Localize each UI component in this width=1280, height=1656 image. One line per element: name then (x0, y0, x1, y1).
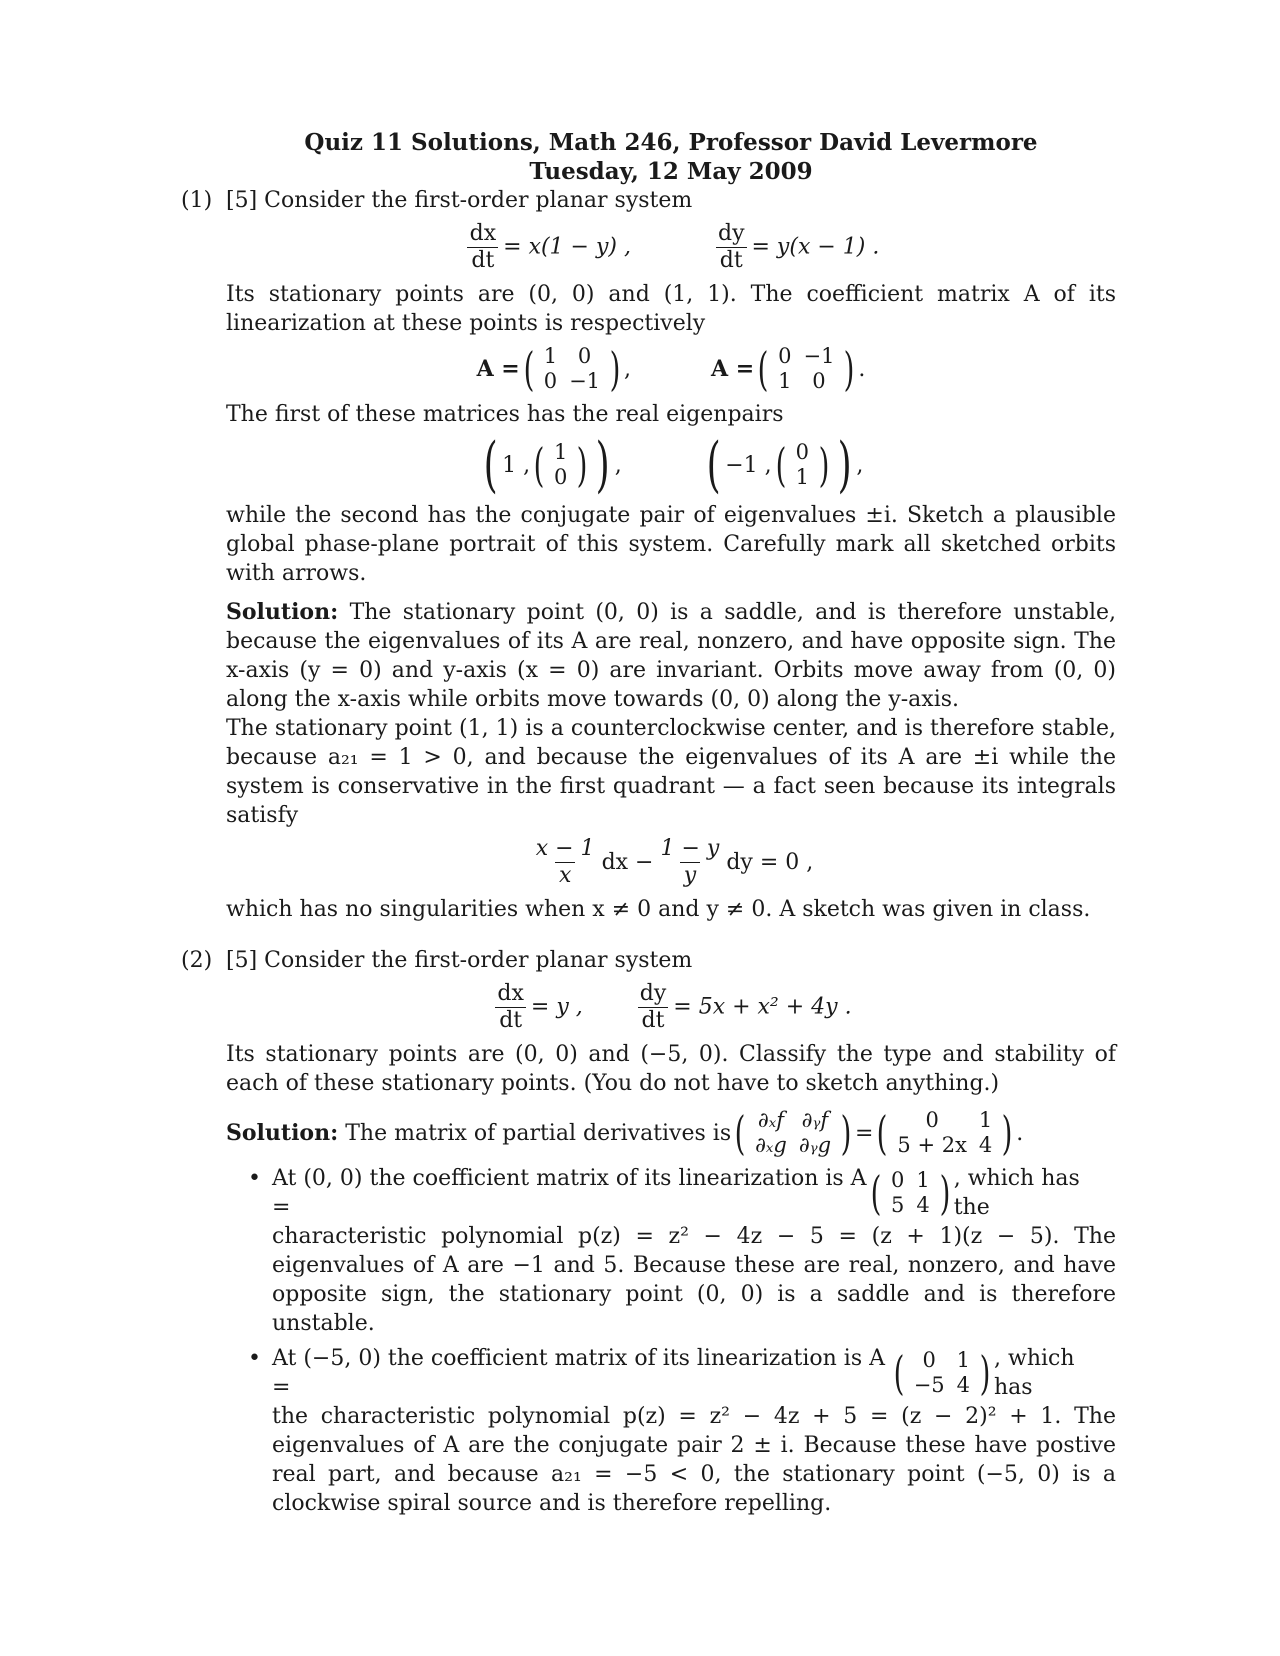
equation-dx: $\frac{dx}{dt}$ = x(1 − y) , (463, 221, 631, 274)
problem-2-number: (2) (181, 948, 213, 973)
equation-dy-2: $\frac{dy}{dt}$ = 5x + x² + 4y . (633, 981, 852, 1034)
matrix-bullet-1: ( 0 1 5 4 ) (870, 1166, 951, 1220)
equation-dx-2: $\frac{dx}{dt}$ = y , (490, 981, 582, 1034)
problem-1-number: (1) (181, 188, 213, 213)
integral-equation: $\frac{x - 1}{x}$ dx − $\frac{1 - y}{y}$ dy = 0 , (535, 836, 814, 888)
bullet-symbol: • (248, 1346, 261, 1371)
eigenpair-2: ( −1 , ( 0 1 ) ) , (706, 430, 864, 500)
matrix-at-one-one: A = ( 0 −1 1 0 ) . (711, 342, 866, 396)
problem-2-intro: [5] Consider the first-order planar system (226, 948, 693, 973)
problem-1-intro: [5] Consider the first-order planar system (226, 188, 693, 213)
jacobian-value: ( 0 1 5 + 2x 4 ) . (877, 1106, 1024, 1160)
problem-1-eigenpairs-text: The first of these matrices has the real eigenpairs (226, 402, 784, 427)
problem-2-system-equations (226, 981, 1116, 1034)
bullet-symbol: • (248, 1166, 261, 1191)
problem-2 (181, 946, 1116, 1518)
eigenpair-1: ( 1 , ( 1 0 ) ) , (483, 430, 622, 500)
bullet-minus-five: • At (−5, 0) the coefficient matrix of its linearization is A = ( 0 1 −5 4 ) , which has the characteristic polynomial p(z) = z² − 4z + 5 = (z − 2)² + 1. The eigenvalues of A are the conjugate pair 2 ± i. Because these have postive real part, and because a₂₁ = −5 < 0, the stationary point (−5, 0) is a clockwise spiral source and is therefore repelling. (248, 1346, 1116, 1516)
matrix-bullet-2: ( 0 1 −5 4 ) (893, 1346, 991, 1400)
linearization-matrices (226, 344, 1116, 394)
problem-2-stationary-text: Its stationary points are (0, 0) and (−5, 0). Classify the type and stability of each of these stationary points. (You do not have to sketch anything.) (226, 1042, 1116, 1096)
problem-1-solution-2: The stationary point (1, 1) is a counterclockwise center, and is therefore stable, because a₂₁ = 1 > 0, and because the eigenvalues of its A are ±i while the system is conservative in the first quadrant — a fact seen because its integrals satisfy (226, 716, 1116, 828)
title-line-1: Quiz 11 Solutions, Math 246, Professor David Levermore (304, 129, 1038, 156)
problem-1-second-text: while the second has the conjugate pair of eigenvalues ±i. Sketch a plausible global phase-plane portrait of this system. Carefully mark all sketched orbits with arrows. (226, 503, 1116, 586)
bullet-origin: • At (0, 0) the coefficient matrix of its linearization is A = ( 0 1 5 4 ) , which has the characteristic polynomial p(z) = z² − 4z − 5 = (z + 1)(z − 5). The eigenvalues of A are −1 and 5. Because these are real, nonzero, and have opposite sign, the stationary point (0, 0) is a saddle and is therefore unstable. (248, 1166, 1116, 1336)
problem-1-solution-1: Solution: The stationary point (0, 0) is a saddle, and is therefore unstable, because the eigenvalues of its A are real, nonzero, and have opposite sign. The x-axis (y = 0) and y-axis (x = 0) are invariant. Orbits move away from (0, 0) along the x-axis while orbits move towards (0, 0) along the y-axis. (226, 599, 1116, 712)
eigenpairs (226, 430, 1116, 500)
problem-1-system-equations (226, 221, 1116, 274)
equation-dy: $\frac{dy}{dt}$ = y(x − 1) . (711, 221, 879, 274)
problem-1 (181, 186, 1116, 924)
title-line-2: Tuesday, 12 May 2009 (529, 158, 813, 185)
problem-2-solution-jacobian: Solution: The matrix of partial derivatives is ( ∂ₓf ∂ᵧf ∂ₓg ∂ᵧg ) = ( 0 1 5 + 2x 4 ) . (226, 1106, 1024, 1160)
matrix-at-origin: A = ( 1 0 0 −1 ) , (476, 342, 631, 396)
problem-1-solution-3: which has no singularities when x ≠ 0 and y ≠ 0. A sketch was given in class. (226, 897, 1091, 922)
jacobian-symbolic: ( ∂ₓf ∂ᵧf ∂ₓg ∂ᵧg ) (734, 1106, 852, 1160)
document-page (181, 128, 1116, 1518)
problem-1-stationary-text: Its stationary points are (0, 0) and (1, 1). The coefficient matrix A of its linearization at these points is respectively (226, 282, 1116, 336)
